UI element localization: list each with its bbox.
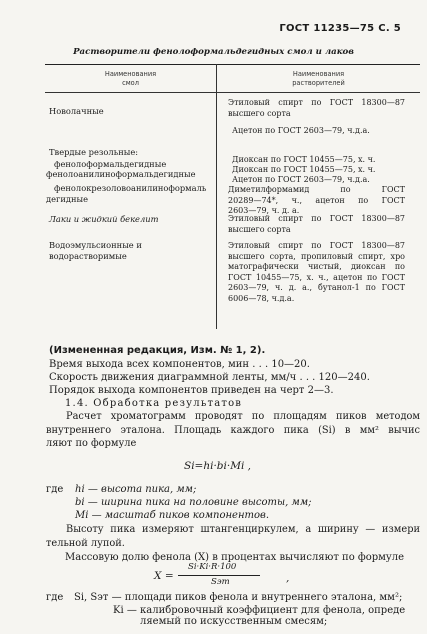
def-m: Mi — масштаб пиков компонентов. xyxy=(75,510,270,521)
page-header: ГОСТ 11235—75 С. 5 xyxy=(279,23,401,34)
solvent-novolac-acetone: Ацетон по ГОСТ 2603—79, ч.д.а. xyxy=(232,126,370,135)
solvent-acetone-1: Ацетон по ГОСТ 2603—79, ч.д.а. xyxy=(232,175,370,184)
resin-cresol-aniline-1: фенолокрезоловоанилиноформаль xyxy=(54,183,207,193)
solvent-dioxane-2: Диоксан по ГОСТ 10455—75, х. ч. xyxy=(232,165,376,174)
resin-lacquers: Лаки и жидкий бекелит xyxy=(49,214,159,224)
table-top-rule xyxy=(45,64,420,65)
solvent-lacquer-ethanol: Этиловый спирт по ГОСТ 18300—87 высшего сорта xyxy=(228,214,405,234)
order-line: Порядок выхода компонентов приведен на черт 2—3. xyxy=(49,385,334,396)
resin-phenol-formaldehyde: фенолоформальдегидные xyxy=(54,159,167,169)
resin-water-emulsion: Водоэмульсионные и водорастворимые xyxy=(49,240,142,261)
def-h: hi — высота пика, мм; xyxy=(75,484,197,495)
amendment-note: (Измененная редакция, Изм. № 1, 2). xyxy=(49,345,266,356)
formula2-comma: , xyxy=(286,572,290,584)
table-column-divider xyxy=(216,64,217,329)
formula2-denominator: Sэт xyxy=(211,577,230,587)
col-header-solvents: Наименования растворителей xyxy=(292,70,345,87)
exit-time-line: Время выхода всех компонентов, мин . . . 10—20. xyxy=(49,359,310,370)
def-b: bi — ширина пика на половине высоты, мм; xyxy=(75,497,312,508)
chart-speed-line: Скорость движения диаграммной ленты, мм/ч . . . 120—240. xyxy=(49,372,370,383)
resin-novolac: Новолачные xyxy=(49,106,104,116)
resin-phenol-aniline: фенолоанилиноформальдегидные xyxy=(46,169,196,179)
where-label-2: где xyxy=(46,592,64,603)
formula-peak-area: Si=hi·bi·Mi , xyxy=(184,460,252,472)
calc-paragraph: Расчет хроматограмм проводят по площадям пиков методом внутреннего эталона. Площадь каждого пика (Si) в мм² вычис ляют по формуле xyxy=(46,411,420,449)
height-paragraph: Высоту пика измеряют штангенциркулем, а ширину — измери тельной лупой. xyxy=(46,524,420,549)
table-title: Растворители фенолоформальдегидных смол и лаков xyxy=(73,47,354,57)
col-header-resins: Наименования смол xyxy=(104,70,157,87)
section-heading: 1.4. Обработка результатов xyxy=(65,398,243,409)
solvent-dmf: Диметилформамид по ГОСТ 20289—74*, ч., ацетон по ГОСТ 2603—79, ч. д. а. xyxy=(228,185,405,216)
solvent-dioxane-1: Диоксан по ГОСТ 10455—75, х. ч. xyxy=(232,155,376,164)
def-k-2: ляемый по искусственным смесям; xyxy=(140,616,328,627)
table-header-rule xyxy=(45,92,420,93)
solvent-novolac-ethanol: Этиловый спирт по ГОСТ 18300—87 высшего сорта xyxy=(228,98,405,118)
mass-paragraph: Массовую долю фенола (X) в процентах вычисляют по формуле xyxy=(65,552,405,563)
def-k-1: Ki — калибровочный коэффициент для фенола, опреде xyxy=(113,605,406,616)
resin-cresol-aniline-2: дегидные xyxy=(46,194,89,204)
formula2-left: X = xyxy=(154,570,174,582)
solvent-water-emulsion: Этиловый спирт по ГОСТ 18300—87 высшего сорта, пропиловый спирт, хро матографически чистый, диоксан по ГОСТ 10455—75, х. ч., ацетон по ГОСТ 2603—79, ч. д. а., бутанол-1 по ГОСТ 6006—78, ч.д.а. xyxy=(228,241,405,303)
formula2-fraction-bar xyxy=(178,575,260,576)
formula2-numerator: Si·Ki·R·100 xyxy=(188,562,237,572)
def-s: Si, Sэт — площади пиков фенола и внутреннего эталона, мм²; xyxy=(74,592,403,603)
resin-solid-resol: Твердые резольные: xyxy=(49,147,139,157)
where-label-1: где xyxy=(46,484,64,495)
